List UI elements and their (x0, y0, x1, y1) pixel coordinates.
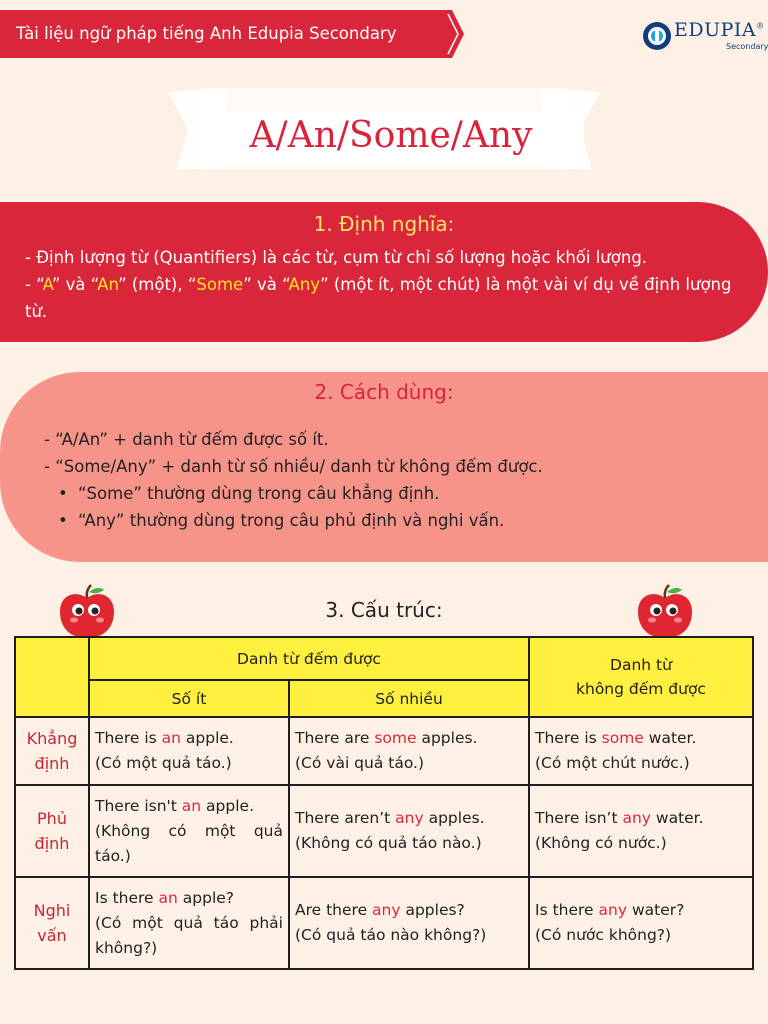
term-some: Some (196, 275, 244, 294)
row-label: Nghi vấn (15, 877, 89, 969)
table-corner (15, 637, 89, 717)
section2-heading: 2. Cách dùng: (314, 380, 454, 404)
section1-body (25, 244, 755, 325)
header-plural: Số nhiều (289, 680, 529, 717)
table-cell: There is an apple. (Có một quả táo.) (89, 717, 289, 785)
structure-table (14, 636, 754, 970)
section-definition (0, 202, 768, 342)
table-cell: There isn’t any water. (Không có nước.) (529, 785, 753, 877)
table-cell: There are some apples. (Có vài quả táo.) (289, 717, 529, 785)
section1-heading: 1. Định nghĩa: (313, 212, 455, 236)
table-row (15, 877, 753, 969)
logo-text: EDUPIA® (674, 19, 765, 41)
term-an: An (97, 275, 119, 294)
header-countable: Danh từ đếm được (89, 637, 529, 680)
usage-item: - “Some/Any” + danh từ số nhiều/ danh từ không đếm được. (44, 457, 543, 476)
usage-bullet: • “Any” thường dùng trong câu phủ định và nghi vấn. (44, 507, 543, 534)
usage-list (44, 426, 543, 534)
header-ribbon (0, 10, 464, 58)
ribbon-text: Tài liệu ngữ pháp tiếng Anh Edupia Secondary (16, 24, 397, 43)
row-label: Khẳng định (15, 717, 89, 785)
table-row (15, 717, 753, 785)
table-row (15, 785, 753, 877)
usage-bullet: • “Some” thường dùng trong câu khẳng định. (44, 480, 543, 507)
table-cell: Is there an apple? (Có một quả táo phải không?) (89, 877, 289, 969)
section3-heading: 3. Cấu trúc: (325, 598, 443, 622)
table-cell: Is there any water? (Có nước không?) (529, 877, 753, 969)
apple-icon (56, 584, 118, 642)
section1-line2: - “A” và “An” (một), “Some” và “Any” (một ít, một chút) là một vài ví dụ về định lượng từ. (25, 275, 732, 321)
header-uncountable: Danh từ không đếm được (529, 637, 753, 717)
section-usage (0, 372, 768, 562)
edupia-logo (640, 16, 768, 56)
header-singular: Số ít (89, 680, 289, 717)
page-title: A/An/Some/Any (198, 112, 584, 166)
table-cell: There is some water. (Có một chút nước.) (529, 717, 753, 785)
row-label: Phủ định (15, 785, 89, 877)
section1-line1: - Định lượng từ (Quantifiers) là các từ, cụm từ chỉ số lượng hoặc khối lượng. (25, 248, 648, 267)
term-any: Any (288, 275, 321, 294)
logo-subtitle: Secondary (726, 42, 768, 51)
term-a: A (42, 275, 52, 294)
table-cell: Are there any apples? (Có quả táo nào không?) (289, 877, 529, 969)
usage-item: - “A/An” + danh từ đếm được số ít. (44, 430, 329, 449)
edupia-logo-icon (642, 19, 672, 53)
table-cell: There aren’t any apples. (Không có quả táo nào.) (289, 785, 529, 877)
apple-icon (634, 584, 696, 642)
table-cell: There isn't an apple. (Không có một quả táo.) (89, 785, 289, 877)
